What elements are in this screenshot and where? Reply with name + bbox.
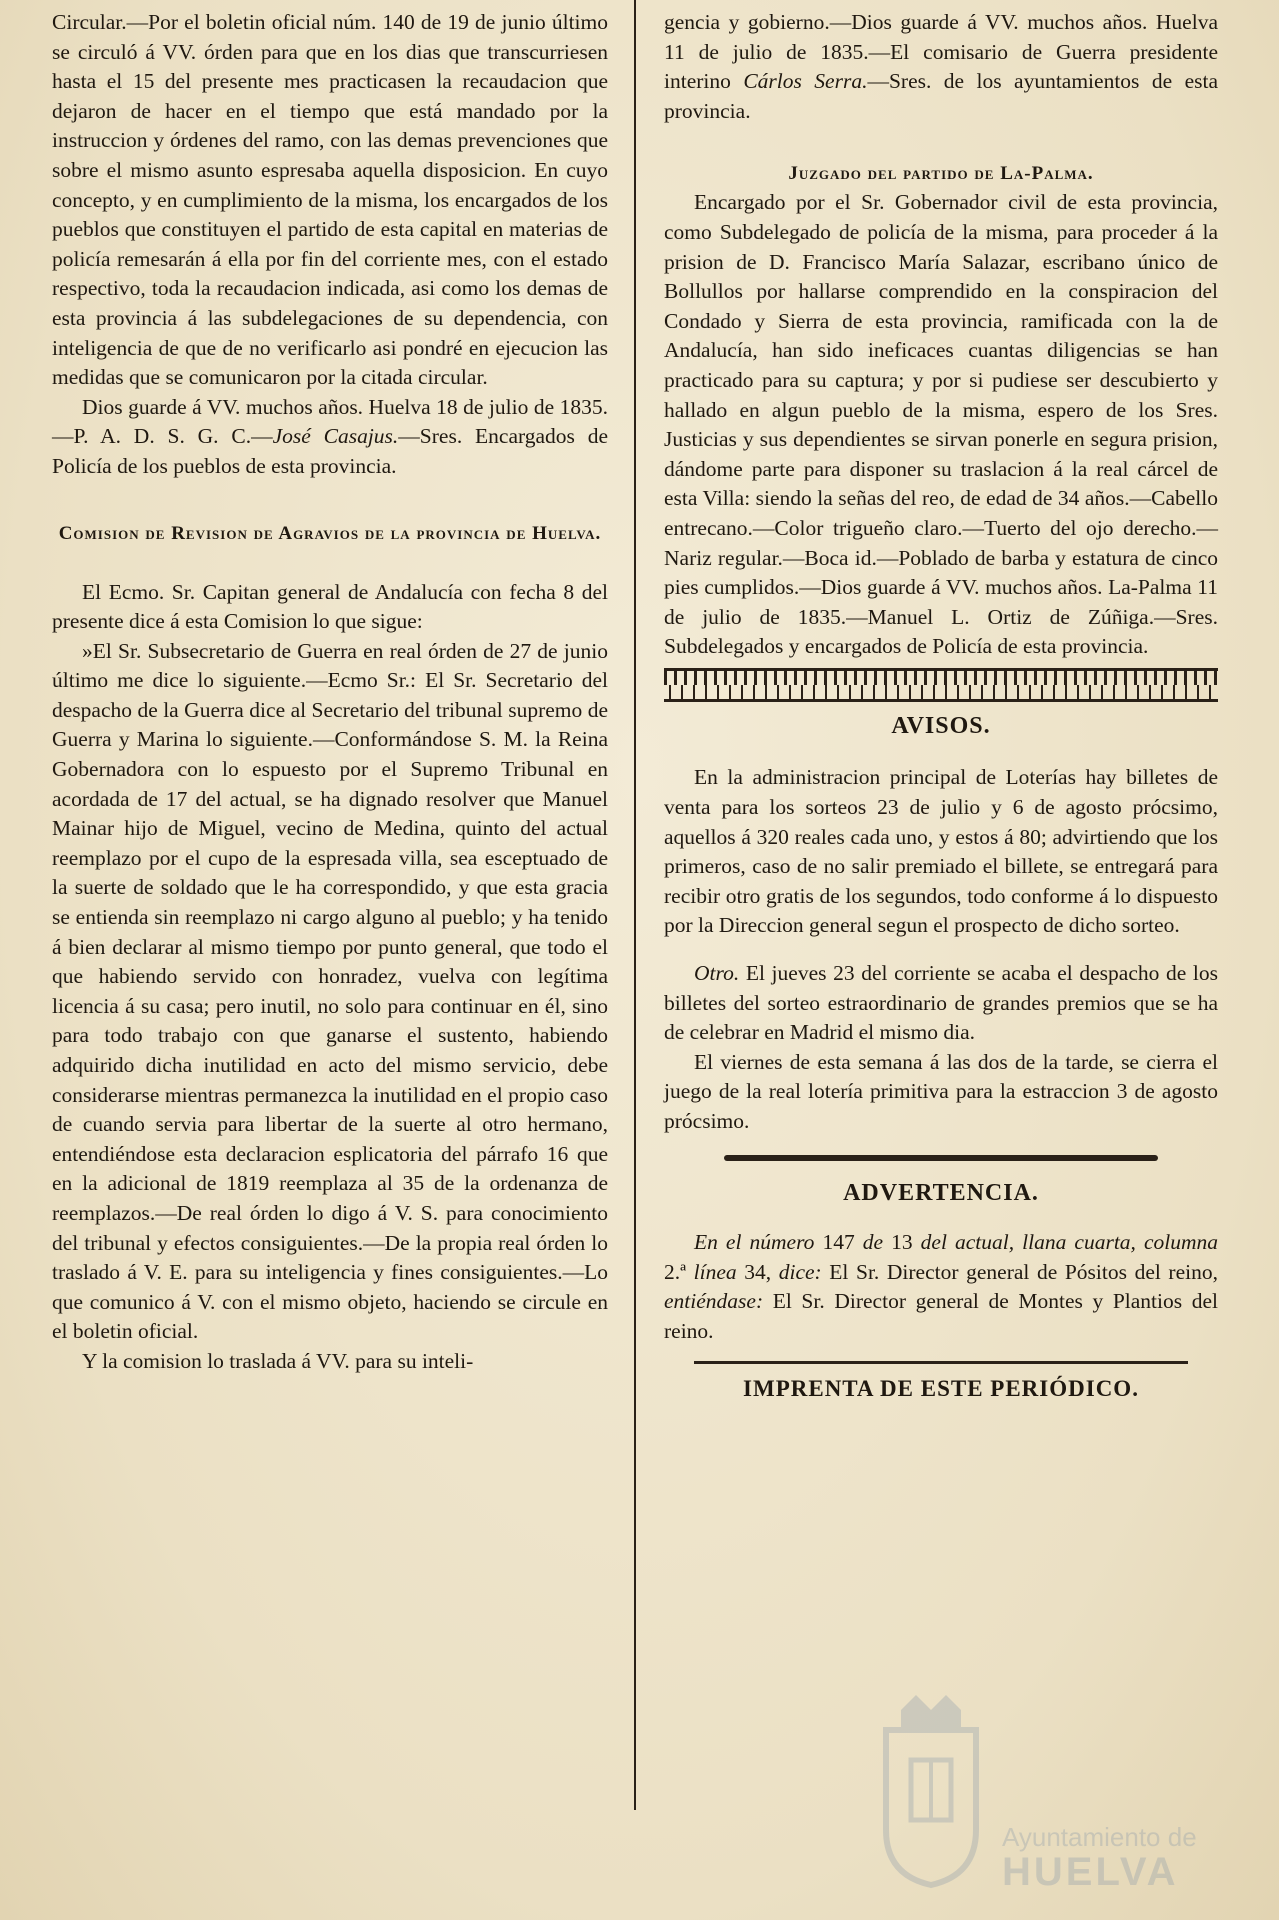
comision-traslada-paragraph: Y la comision lo traslada á VV. para su inteli- [82, 1348, 474, 1373]
section-rule [724, 1155, 1158, 1161]
aviso-loteria-primitiva: El viernes de esta semana á las dos de la tarde, se cierra el juego de la real lotería primitiva para la estraccion 3 de agosto prócsimo. [664, 1049, 1218, 1133]
column-divider [634, 0, 636, 1810]
real-orden-paragraph: »El Sr. Subsecretario de Guerra en real órden de 27 de junio último me dice lo siguiente.—Ecmo Sr.: El Sr. Secretario del despacho de la Guerra dice al Secretario del tribunal supremo de Guerra y Marina lo siguiente.—Conformándose S. M. la Reina Gobernadora con lo espuesto por el Supremo Tribunal en acordada de 17 del actual, se ha dignado resolver que Manuel Mainar hijo de Miguel, vecino de Medina, quinto del actual reemplazo por el cupo de la espresada villa, sea esceptuado de la suerte de soldado que le ha correspondido, y que esta gracia se entienda sin reemplazo ni cargo alguno al pueblo; y ha tenido á bien declarar al mismo tiempo por punto general, que todo el que habiendo servido con honradez, vuelva con legítima licencia á su casa; pero inutil, no solo para continuar en él, sino para todo trabajo con que ganarse el sustento, habiendo adquirido dicha inutilidad en acto del mismo servicio, debe considerarse mientras permanezca la inutilidad en el propio caso de cuando servia para libertar de la suerte al otro hermano, entendiéndose esta declaracion esplicatoria del párrafo 16 que en la adicional de 1819 reemplaza al 35 de la ordenanza de reemplazos.—De real órden lo digo á V. S. para conocimiento del tribunal y efectos consiguientes.—De la propia real órden lo traslado á V. E. para su inteligencia y fines consiguientes.—Lo que comunico á V. con el mismo objeto, haciendo se circule en el boletin oficial. [52, 638, 608, 1344]
watermark-line1: Ayuntamiento de [1002, 1822, 1197, 1852]
avisos-title: AVISOS. [891, 712, 991, 739]
ayuntamiento-watermark [876, 1690, 1226, 1894]
advertencia-title: ADVERTENCIA. [843, 1179, 1039, 1206]
watermark-line2: HUELVA [1002, 1850, 1179, 1894]
juzgado-paragraph: Encargado por el Sr. Gobernador civil de esta provincia, como Subdelegado de policía de la misma, para proceder á la prision de D. Francisco María Salazar, escribano único de Bollullos por hallarse comprendido en la conspiracion del Condado y Sierra de esta provincia, ramificada con la de Andalucía, han sido ineficaces cuantas diligencias se han practicado para su captura; y por si pudiese ser descubierto y hallado en algun pueblo de la misma, espero de los Sres. Justicias y sus dependientes se sirvan ponerle en segura prision, dándome parte para disponer su traslacion á la real cárcel de esta Villa: siendo la señas del reo, de edad de 34 años.—Cabello entrecano.—Color trigueño claro.—Tuerto del ojo derecho.—Nariz regular.—Boca id.—Poblado de barba y estatura de cinco pies cumplidos.—Dios guarde á VV. muchos años. La-Palma 11 de julio de 1835.—Manuel L. Ortiz de Zúñiga.—Sres. Subdelegados y encargados de Policía de esta provincia. [664, 190, 1218, 659]
left-column [52, 8, 608, 1377]
right-column [664, 8, 1218, 1403]
continuation-paragraph: gencia y gobierno.—Dios guarde á VV. muchos años. Huelva 11 de julio de 1835.—El comisario de Guerra presidente interino Cárlos Serra.—Sres. de los ayuntamientos de esta provincia. [664, 10, 1218, 123]
capitan-general-paragraph: El Ecmo. Sr. Capitan general de Andalucía con fecha 8 del presente dice á esta Comision lo que sigue: [52, 579, 608, 634]
circular-paragraph: Circular.—Por el boletin oficial núm. 140 de 19 de junio último se circuló á VV. órden para que en los dias que transcurriesen hasta el 15 del presente mes practicasen la recaudacion que dejaron de hacer en el tiempo que está mandado por la instruccion y órdenes del ramo, con las demas prevenciones que sobre el mismo asunto espresaba aquella disposicion. En cuyo concepto, y en cumplimiento de la misma, los encargados de los pueblos que constituyen el partido de esta capital en materias de policía remesarán á ella por fin del corriente mes, con el estado respectivo, toda la recaudacion indicada, asi como los demas de esta provincia á las subdelegaciones de su dependencia, con inteligencia de que de no verificarlo asi pondré en ejecucion las medidas que se comunicaron por la citada circular. [52, 10, 608, 390]
advertencia-paragraph: En el número 147 de 13 del actual, llana cuarta, columna 2.ª línea 34, dice: El Sr. Director general de Pósitos del reino, entiéndase: El Sr. Director general de Montes y Plantios del reino. [664, 1230, 1219, 1343]
coat-of-arms-icon [876, 1690, 986, 1890]
juzgado-heading: Juzgado del partido de La-Palma. [788, 163, 1094, 185]
ornamental-border [664, 668, 1218, 702]
imprenta-rule [694, 1361, 1188, 1364]
signature-paragraph: Dios guarde á VV. muchos años. Huelva 18 de julio de 1835.—P. A. D. S. G. C.—José Casajus.—Sres. Encargados de Policía de los pueblos de esta provincia. [52, 394, 609, 478]
imprenta-footer: IMPRENTA DE ESTE PERIÓDICO. [743, 1375, 1139, 1401]
aviso-otro: Otro. El jueves 23 del corriente se acaba el despacho de los billetes del sorteo estraordinario de grandes premios que se ha de celebrar en Madrid el mismo dia. [664, 961, 1218, 1045]
aviso-loterias: En la administracion principal de Loterías hay billetes de venta para los sorteos 23 de julio y 6 de agosto prócsimo, aquellos á 320 reales cada uno, y estos á 80; advirtiendo que los primeros, caso de no salir premiado el billete, se entregará para recibir otro gratis de los segundos, todo conforme á lo dispuesto por la Direccion general segun el prospecto de dicho sorteo. [664, 765, 1218, 938]
comision-heading: Comision de Revision de Agravios de la provincia de Huelva. [58, 522, 602, 544]
